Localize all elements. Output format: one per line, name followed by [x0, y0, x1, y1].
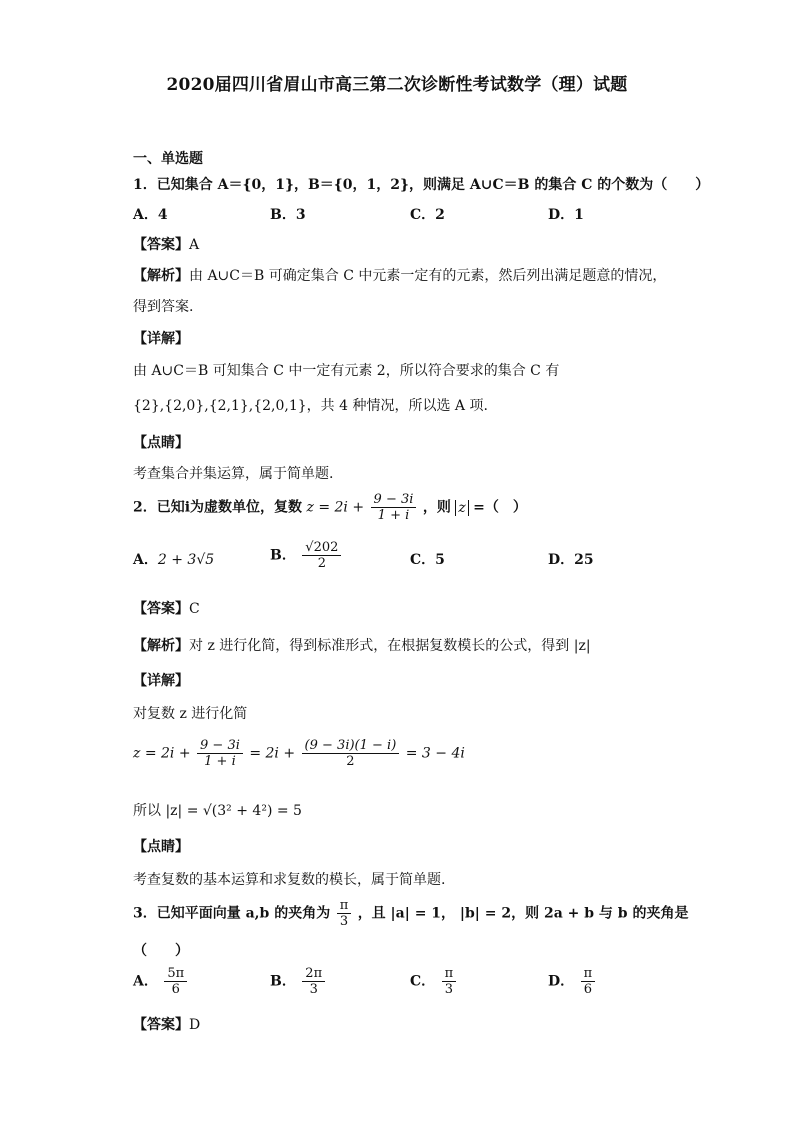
fraction-denominator: 2 — [346, 754, 355, 769]
fraction-numerator: 5π — [164, 966, 187, 982]
q1-comment-tag: 【点睛】 — [133, 435, 189, 451]
q3-stem-text2: ，且 |a| = 1， |b| = 2，则 2a + b 与 b 的夹角是 — [357, 905, 689, 922]
q1-option-d: D．1 — [548, 207, 584, 223]
q3-stem-text: 3．已知平面向量 a,b 的夹角为 — [133, 905, 331, 922]
eq-part: = 2i + — [249, 745, 296, 762]
answer-value: C — [189, 601, 200, 617]
q1-detail-line1: 由 A∪C＝B 可知集合 C 中一定有元素 2，所以符合要求的集合 C 有 — [133, 363, 560, 379]
option-label: C． — [410, 973, 436, 990]
eq-fraction-2 — [302, 738, 400, 769]
q1-option-c: C．2 — [410, 207, 445, 223]
fraction-numerator: √202 — [302, 540, 341, 556]
option-fraction — [581, 966, 596, 997]
fraction-numerator: π — [337, 898, 352, 914]
q2-detail-tag: 【详解】 — [133, 673, 189, 689]
option-label: A． — [133, 973, 158, 990]
option-fraction — [164, 966, 187, 997]
q1-analysis — [133, 265, 666, 285]
q1-stem: 1．已知集合 A＝{0，1}，B＝{0，1，2}，则满足 A∪C＝B 的集合 C 的个数为（ ） — [133, 177, 710, 193]
eq-part: = 3 − 4i — [405, 745, 465, 762]
fraction-denominator: 3 — [309, 982, 318, 997]
eq-fraction-1 — [197, 738, 243, 769]
q1-option-a: A．4 — [133, 207, 168, 223]
q2-option-d: D．25 — [548, 552, 594, 568]
fraction-numerator: 9 − 3i — [197, 738, 243, 754]
q2-equation-1 — [133, 738, 465, 769]
fraction-numerator: π — [442, 966, 457, 982]
q3-answer — [133, 1014, 200, 1034]
fraction-numerator: π — [581, 966, 596, 982]
analysis-text: 对 z 进行化简，得到标准形式，在根据复数模长的公式，得到 |z| — [189, 638, 591, 654]
answer-tag: 【答案】 — [133, 237, 189, 253]
q2-stem-text2: ，则 — [422, 499, 451, 516]
answer-value: A — [189, 237, 200, 253]
q2-stem-text3: =（ ） — [473, 499, 527, 516]
q1-detail-line2: {2},{2,0},{2,1},{2,0,1}，共 4 种情况，所以选 A 项. — [133, 398, 488, 414]
q3-option-c — [410, 966, 458, 997]
q3-option-d — [548, 966, 597, 997]
fraction-denominator: 6 — [171, 982, 180, 997]
answer-tag: 【答案】 — [133, 601, 189, 617]
q2-analysis — [133, 635, 591, 655]
q1-analysis-cont: 得到答案. — [133, 299, 194, 315]
q2-stem-abs: z — [455, 500, 468, 516]
q1-answer — [133, 234, 199, 254]
fraction-denominator: 6 — [583, 982, 592, 997]
q2-option-b — [270, 540, 343, 571]
fraction-denominator: 3 — [339, 914, 349, 929]
q2-comment: 考查复数的基本运算和求复数的模长，属于简单题. — [133, 872, 446, 888]
answer-tag: 【答案】 — [133, 1017, 189, 1033]
q1-comment: 考查集合并集运算，属于简单题. — [133, 466, 334, 482]
q2-equation-2: 所以 |z| = √(3² + 4²) = 5 — [133, 803, 302, 819]
q1-option-b: B．3 — [270, 207, 306, 223]
option-label: A． — [133, 552, 158, 568]
option-label: B． — [270, 973, 296, 990]
fraction-denominator: 1 + i — [204, 754, 236, 769]
option-label: D． — [548, 973, 575, 990]
q2-stem — [133, 492, 527, 523]
q2-detail-line1: 对复数 z 进行化简 — [133, 706, 248, 722]
answer-value: D — [189, 1017, 201, 1033]
analysis-text: 由 A∪C＝B 可确定集合 C 中元素一定有的元素，然后列出满足题意的情况， — [189, 268, 667, 284]
analysis-tag: 【解析】 — [133, 638, 189, 654]
option-fraction — [302, 540, 341, 571]
section-heading: 一、单选题 — [133, 151, 203, 167]
q2-stem-text: 2．已知i为虚数单位，复数 — [133, 499, 303, 516]
fraction-numerator: (9 − 3i)(1 − i) — [302, 738, 400, 754]
q2-stem-fraction — [371, 492, 417, 523]
q1-detail-tag: 【详解】 — [133, 331, 189, 347]
q3-paren: （ ） — [133, 943, 189, 959]
option-value: 2 + 3√5 — [157, 552, 215, 568]
fraction-denominator: 3 — [444, 982, 454, 997]
eq-part: z = 2i + — [133, 745, 191, 762]
q2-option-c: C．5 — [410, 552, 445, 568]
q3-stem-fraction — [337, 898, 352, 929]
q2-answer — [133, 598, 200, 618]
q2-option-a — [133, 549, 214, 569]
q2-comment-tag: 【点睛】 — [133, 839, 189, 855]
analysis-tag: 【解析】 — [133, 268, 189, 284]
fraction-numerator: 2π — [302, 966, 325, 982]
option-label: B． — [270, 547, 296, 564]
q3-option-a — [133, 966, 189, 997]
q3-stem — [133, 898, 688, 929]
option-fraction — [302, 966, 325, 997]
page-title: 2020届四川省眉山市高三第二次诊断性考试数学（理）试题 — [166, 75, 628, 95]
fraction-denominator: 1 + i — [377, 508, 410, 523]
fraction-denominator: 2 — [317, 556, 326, 571]
q3-option-b — [270, 966, 327, 997]
option-fraction — [442, 966, 457, 997]
fraction-numerator: 9 − 3i — [371, 492, 417, 508]
q2-stem-z: z = 2i + — [306, 499, 365, 516]
